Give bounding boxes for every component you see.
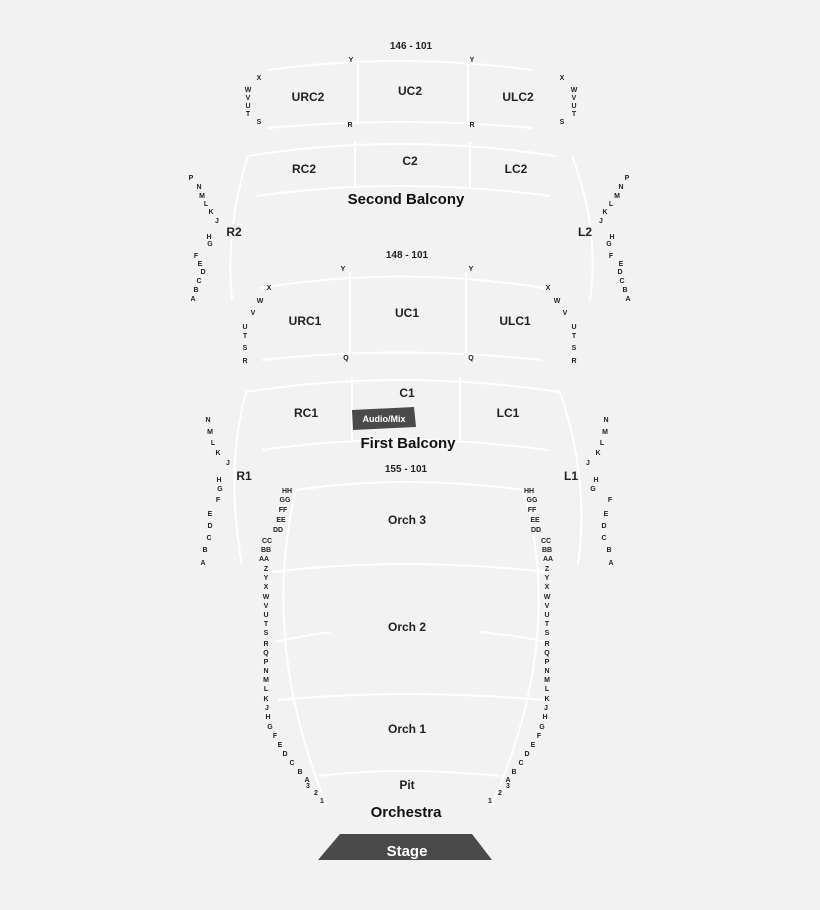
- row-label-r1: H: [216, 477, 222, 484]
- section-orch3[interactable]: Orch 3: [387, 513, 427, 527]
- row-label-l1: J: [586, 460, 590, 467]
- row-label-orch-left: A: [304, 777, 310, 784]
- row-label-orch-right: FF: [527, 507, 537, 514]
- row-label-l2: J: [599, 218, 603, 225]
- row-label-r1: C: [206, 535, 212, 542]
- row-label-orch-right: W: [543, 594, 551, 601]
- row-label-upper1-left: U: [242, 324, 248, 331]
- row-label-orch-right: H: [542, 714, 548, 721]
- row-label-l2: C: [619, 278, 625, 285]
- row-label-r1: F: [215, 497, 221, 504]
- section-ulc1[interactable]: ULC1: [499, 314, 531, 328]
- row-label-orch-right: G: [539, 724, 545, 731]
- row-label-r1: N: [205, 417, 211, 424]
- row-label-upper2-right: S: [559, 119, 565, 126]
- row-label-upper1-right: U: [571, 324, 577, 331]
- row-label-orch-left: H: [265, 714, 271, 721]
- row-label-orch-right: HH: [523, 488, 535, 495]
- row-label-orch-left: DD: [272, 527, 284, 534]
- row-label-orch-right: L: [544, 686, 550, 693]
- row-label-upper1-left: X: [266, 285, 272, 292]
- level-orchestra: Orchestra: [370, 804, 442, 821]
- orch3-top-arc: [296, 482, 524, 490]
- row-label-r1: K: [215, 450, 221, 457]
- upper1-top-arc: [260, 277, 544, 289]
- row-label-orch-right: Q: [544, 650, 550, 657]
- row-label-orch-left: N: [263, 668, 269, 675]
- row-label-orch-left: Y: [263, 575, 269, 582]
- orch-right-wall: [492, 490, 542, 804]
- row-label-orch-left: M: [263, 677, 269, 684]
- row-label-orch-left: D: [282, 751, 288, 758]
- row-label-orch-left: AA: [258, 556, 270, 563]
- row-label-orch-left: CC: [261, 538, 273, 545]
- row-label-upper2-right: V: [571, 95, 577, 102]
- row-label-l2: F: [608, 253, 614, 260]
- row-label-l2: H: [609, 234, 615, 241]
- row-label-r2: A: [190, 296, 196, 303]
- row-label-upper2-right: U: [571, 103, 577, 110]
- row-label-orch-right: F: [536, 733, 542, 740]
- row-label-l2: L: [608, 201, 614, 208]
- row-label-orch-right: N: [544, 668, 550, 675]
- orch2-bottom-arc: [278, 694, 546, 700]
- row-label-upper1-right: T: [571, 333, 577, 340]
- row-label-l2: K: [602, 209, 608, 216]
- row-label-orch-right: M: [544, 677, 550, 684]
- row-label-orch-left: T: [263, 621, 269, 628]
- row-label-orch-left: S: [263, 630, 269, 637]
- row-label-upper2-left: X: [256, 75, 262, 82]
- row-label-upper1-aisle: Y: [468, 266, 474, 273]
- row-label-upper1-left: W: [256, 298, 264, 305]
- section-c2[interactable]: C2: [402, 154, 418, 168]
- row-label-upper2-right: W: [570, 87, 578, 94]
- row-label-orch-right: K: [544, 696, 550, 703]
- row-label-orch-left: X: [263, 584, 269, 591]
- row-label-orch-left: B: [297, 769, 303, 776]
- row-label-orch-left: GG: [279, 497, 291, 504]
- row-label-l1: E: [603, 511, 609, 518]
- row-label-upper2-left: S: [256, 119, 262, 126]
- row-label-r2: D: [200, 269, 206, 276]
- row-label-orch-left: R: [263, 641, 269, 648]
- row-label-orch-left: FF: [278, 507, 288, 514]
- row-label-orch-right: 1: [488, 798, 492, 805]
- row-label-r2: C: [196, 278, 202, 285]
- upper2-top-arc: [268, 61, 532, 70]
- row-label-orch-right: A: [505, 777, 511, 784]
- row-label-l2: A: [625, 296, 631, 303]
- row-label-upper1-left: S: [242, 345, 248, 352]
- row-label-l1: F: [607, 497, 613, 504]
- row-label-upper1-aisle: Q: [343, 355, 349, 362]
- row-label-orch-left: K: [263, 696, 269, 703]
- section-ulc2[interactable]: ULC2: [502, 90, 534, 104]
- row-label-upper2-aisle: R: [469, 122, 475, 129]
- row-label-l2: M: [614, 193, 620, 200]
- row-label-orch-right: C: [518, 760, 524, 767]
- row-label-upper2-aisle: Y: [469, 57, 475, 64]
- section-uc1[interactable]: UC1: [394, 306, 420, 320]
- pit-top-arc: [318, 771, 500, 776]
- row-label-orch-right: EE: [530, 517, 540, 524]
- row-label-orch-left: BB: [260, 547, 272, 554]
- row-label-orch-right: Y: [544, 575, 550, 582]
- row-label-upper2-left: T: [245, 111, 251, 118]
- row-label-orch-left: C: [289, 760, 295, 767]
- orch3-bottom-arc: [272, 564, 548, 572]
- row-label-orch-left: HH: [281, 488, 293, 495]
- row-label-r1: A: [200, 560, 206, 567]
- row-label-r2: E: [197, 261, 203, 268]
- row-label-orch-left: J: [265, 705, 269, 712]
- section-rc2[interactable]: RC2: [291, 162, 317, 176]
- row-label-l1: C: [601, 535, 607, 542]
- row-label-l2: P: [624, 175, 630, 182]
- audio-mix-label: Audio/Mix: [362, 414, 406, 424]
- orch-seat-range: 155 - 101: [384, 464, 428, 475]
- row-label-upper1-left: V: [250, 310, 256, 317]
- row-label-r2: M: [199, 193, 205, 200]
- row-label-upper2-right: X: [559, 75, 565, 82]
- row-label-orch-right: AA: [542, 556, 554, 563]
- row-label-l1: G: [590, 486, 596, 493]
- section-rc1[interactable]: RC1: [293, 406, 319, 420]
- row-label-orch-left: W: [262, 594, 270, 601]
- row-label-r1: G: [217, 486, 223, 493]
- row-label-r1: L: [210, 440, 216, 447]
- section-l2[interactable]: L2: [577, 225, 593, 239]
- section-uc2[interactable]: UC2: [397, 84, 423, 98]
- row-label-orch-left: E: [277, 742, 283, 749]
- upper1-seat-range: 148 - 101: [385, 250, 429, 261]
- upper2-seat-range: 146 - 101: [389, 41, 433, 52]
- section-r2[interactable]: R2: [226, 225, 242, 239]
- row-label-orch-left: Z: [263, 566, 269, 573]
- row-label-l2: N: [618, 184, 624, 191]
- upper1-bottom-arc: [262, 353, 542, 361]
- section-l1[interactable]: L1: [563, 469, 579, 483]
- row-label-orch-left: Q: [263, 650, 269, 657]
- row-label-l1: D: [601, 523, 607, 530]
- row-label-r1: M: [207, 429, 213, 436]
- row-label-l1: N: [603, 417, 609, 424]
- row-label-l2: G: [606, 241, 612, 248]
- row-label-orch-right: J: [544, 705, 548, 712]
- row-label-r2: L: [203, 201, 209, 208]
- row-label-orch-right: CC: [540, 538, 552, 545]
- row-label-upper1-right: V: [562, 310, 568, 317]
- row-label-orch-right: P: [544, 659, 550, 666]
- row-label-upper2-aisle: Y: [348, 57, 354, 64]
- row-label-l1: L: [599, 440, 605, 447]
- row-label-orch-left: G: [267, 724, 273, 731]
- row-label-orch-left: L: [263, 686, 269, 693]
- row-label-orch-right: BB: [541, 547, 553, 554]
- row-label-upper1-right: R: [571, 358, 577, 365]
- row-label-orch-right: S: [544, 630, 550, 637]
- row-label-r2: J: [215, 218, 219, 225]
- row-label-l1: K: [595, 450, 601, 457]
- row-label-l2: E: [618, 261, 624, 268]
- row-label-upper2-left: U: [245, 103, 251, 110]
- row-label-orch-right: Z: [544, 566, 550, 573]
- row-label-l1: B: [606, 547, 612, 554]
- row-label-upper1-right: W: [553, 298, 561, 305]
- row-label-orch-left: P: [263, 659, 269, 666]
- section-orch2[interactable]: Orch 2: [387, 620, 427, 634]
- row-label-orch-right: GG: [526, 497, 538, 504]
- row-label-r2: G: [207, 241, 213, 248]
- row-label-orch-right: 3: [506, 783, 510, 790]
- row-label-upper1-left: T: [242, 333, 248, 340]
- row-label-upper1-aisle: Y: [340, 266, 346, 273]
- row-label-l1: H: [593, 477, 599, 484]
- row-label-orch-left: 3: [306, 783, 310, 790]
- row-label-orch-right: 2: [498, 790, 502, 797]
- section-urc1[interactable]: URC1: [288, 314, 322, 328]
- row-label-r2: N: [196, 184, 202, 191]
- orch-left-wall: [283, 490, 326, 804]
- row-label-r2: H: [206, 234, 212, 241]
- level-first-balcony: First Balcony: [360, 435, 456, 452]
- section-outlines: [230, 58, 592, 804]
- row-label-upper1-left: R: [242, 358, 248, 365]
- row-label-orch-right: B: [511, 769, 517, 776]
- row-label-r1: B: [202, 547, 208, 554]
- row-label-l1: M: [602, 429, 608, 436]
- row-label-orch-left: V: [263, 603, 269, 610]
- row-label-orch-right: E: [530, 742, 536, 749]
- row-label-upper1-right: S: [571, 345, 577, 352]
- row-label-r1: D: [207, 523, 213, 530]
- row-label-upper1-right: X: [545, 285, 551, 292]
- row-labels: [189, 57, 631, 805]
- row-label-r2: B: [193, 287, 199, 294]
- section-c1[interactable]: C1: [399, 386, 415, 400]
- row-label-l1: A: [608, 560, 614, 567]
- section-lc1[interactable]: LC1: [496, 406, 520, 420]
- stage-label: Stage: [386, 843, 428, 860]
- audio-mix-booth: [352, 407, 416, 430]
- row-label-r2: P: [188, 175, 194, 182]
- row-label-upper2-aisle: R: [347, 122, 353, 129]
- row-label-r1: J: [226, 460, 230, 467]
- row-label-orch-right: DD: [530, 527, 542, 534]
- row-label-r1: E: [207, 511, 213, 518]
- row-label-orch-left: 2: [314, 790, 318, 797]
- stage: [318, 834, 492, 860]
- row-label-l2: D: [617, 269, 623, 276]
- row-label-upper1-aisle: Q: [468, 355, 474, 362]
- row-label-orch-left: F: [272, 733, 278, 740]
- row-label-upper2-left: W: [244, 87, 252, 94]
- row-label-orch-left: U: [263, 612, 269, 619]
- row-label-orch-left: 1: [320, 798, 324, 805]
- row-label-upper2-left: V: [245, 95, 251, 102]
- row-label-orch-right: V: [544, 603, 550, 610]
- section-pit[interactable]: Pit: [399, 778, 415, 792]
- row-label-l2: B: [622, 287, 628, 294]
- section-urc2[interactable]: URC2: [291, 90, 325, 104]
- row-label-orch-right: R: [544, 641, 550, 648]
- level-second-balcony: Second Balcony: [347, 191, 465, 208]
- row-label-orch-right: X: [544, 584, 550, 591]
- row-label-orch-right: T: [544, 621, 550, 628]
- row-label-orch-right: U: [544, 612, 550, 619]
- row-label-upper2-right: T: [571, 111, 577, 118]
- row-label-orch-right: D: [524, 751, 530, 758]
- section-lc2[interactable]: LC2: [504, 162, 528, 176]
- row-label-r2: K: [208, 209, 214, 216]
- section-orch1[interactable]: Orch 1: [387, 722, 427, 736]
- section-r1[interactable]: R1: [236, 469, 252, 483]
- upper2-bottom-arc: [268, 122, 532, 128]
- row-label-orch-left: EE: [276, 517, 286, 524]
- row-label-r2: F: [193, 253, 199, 260]
